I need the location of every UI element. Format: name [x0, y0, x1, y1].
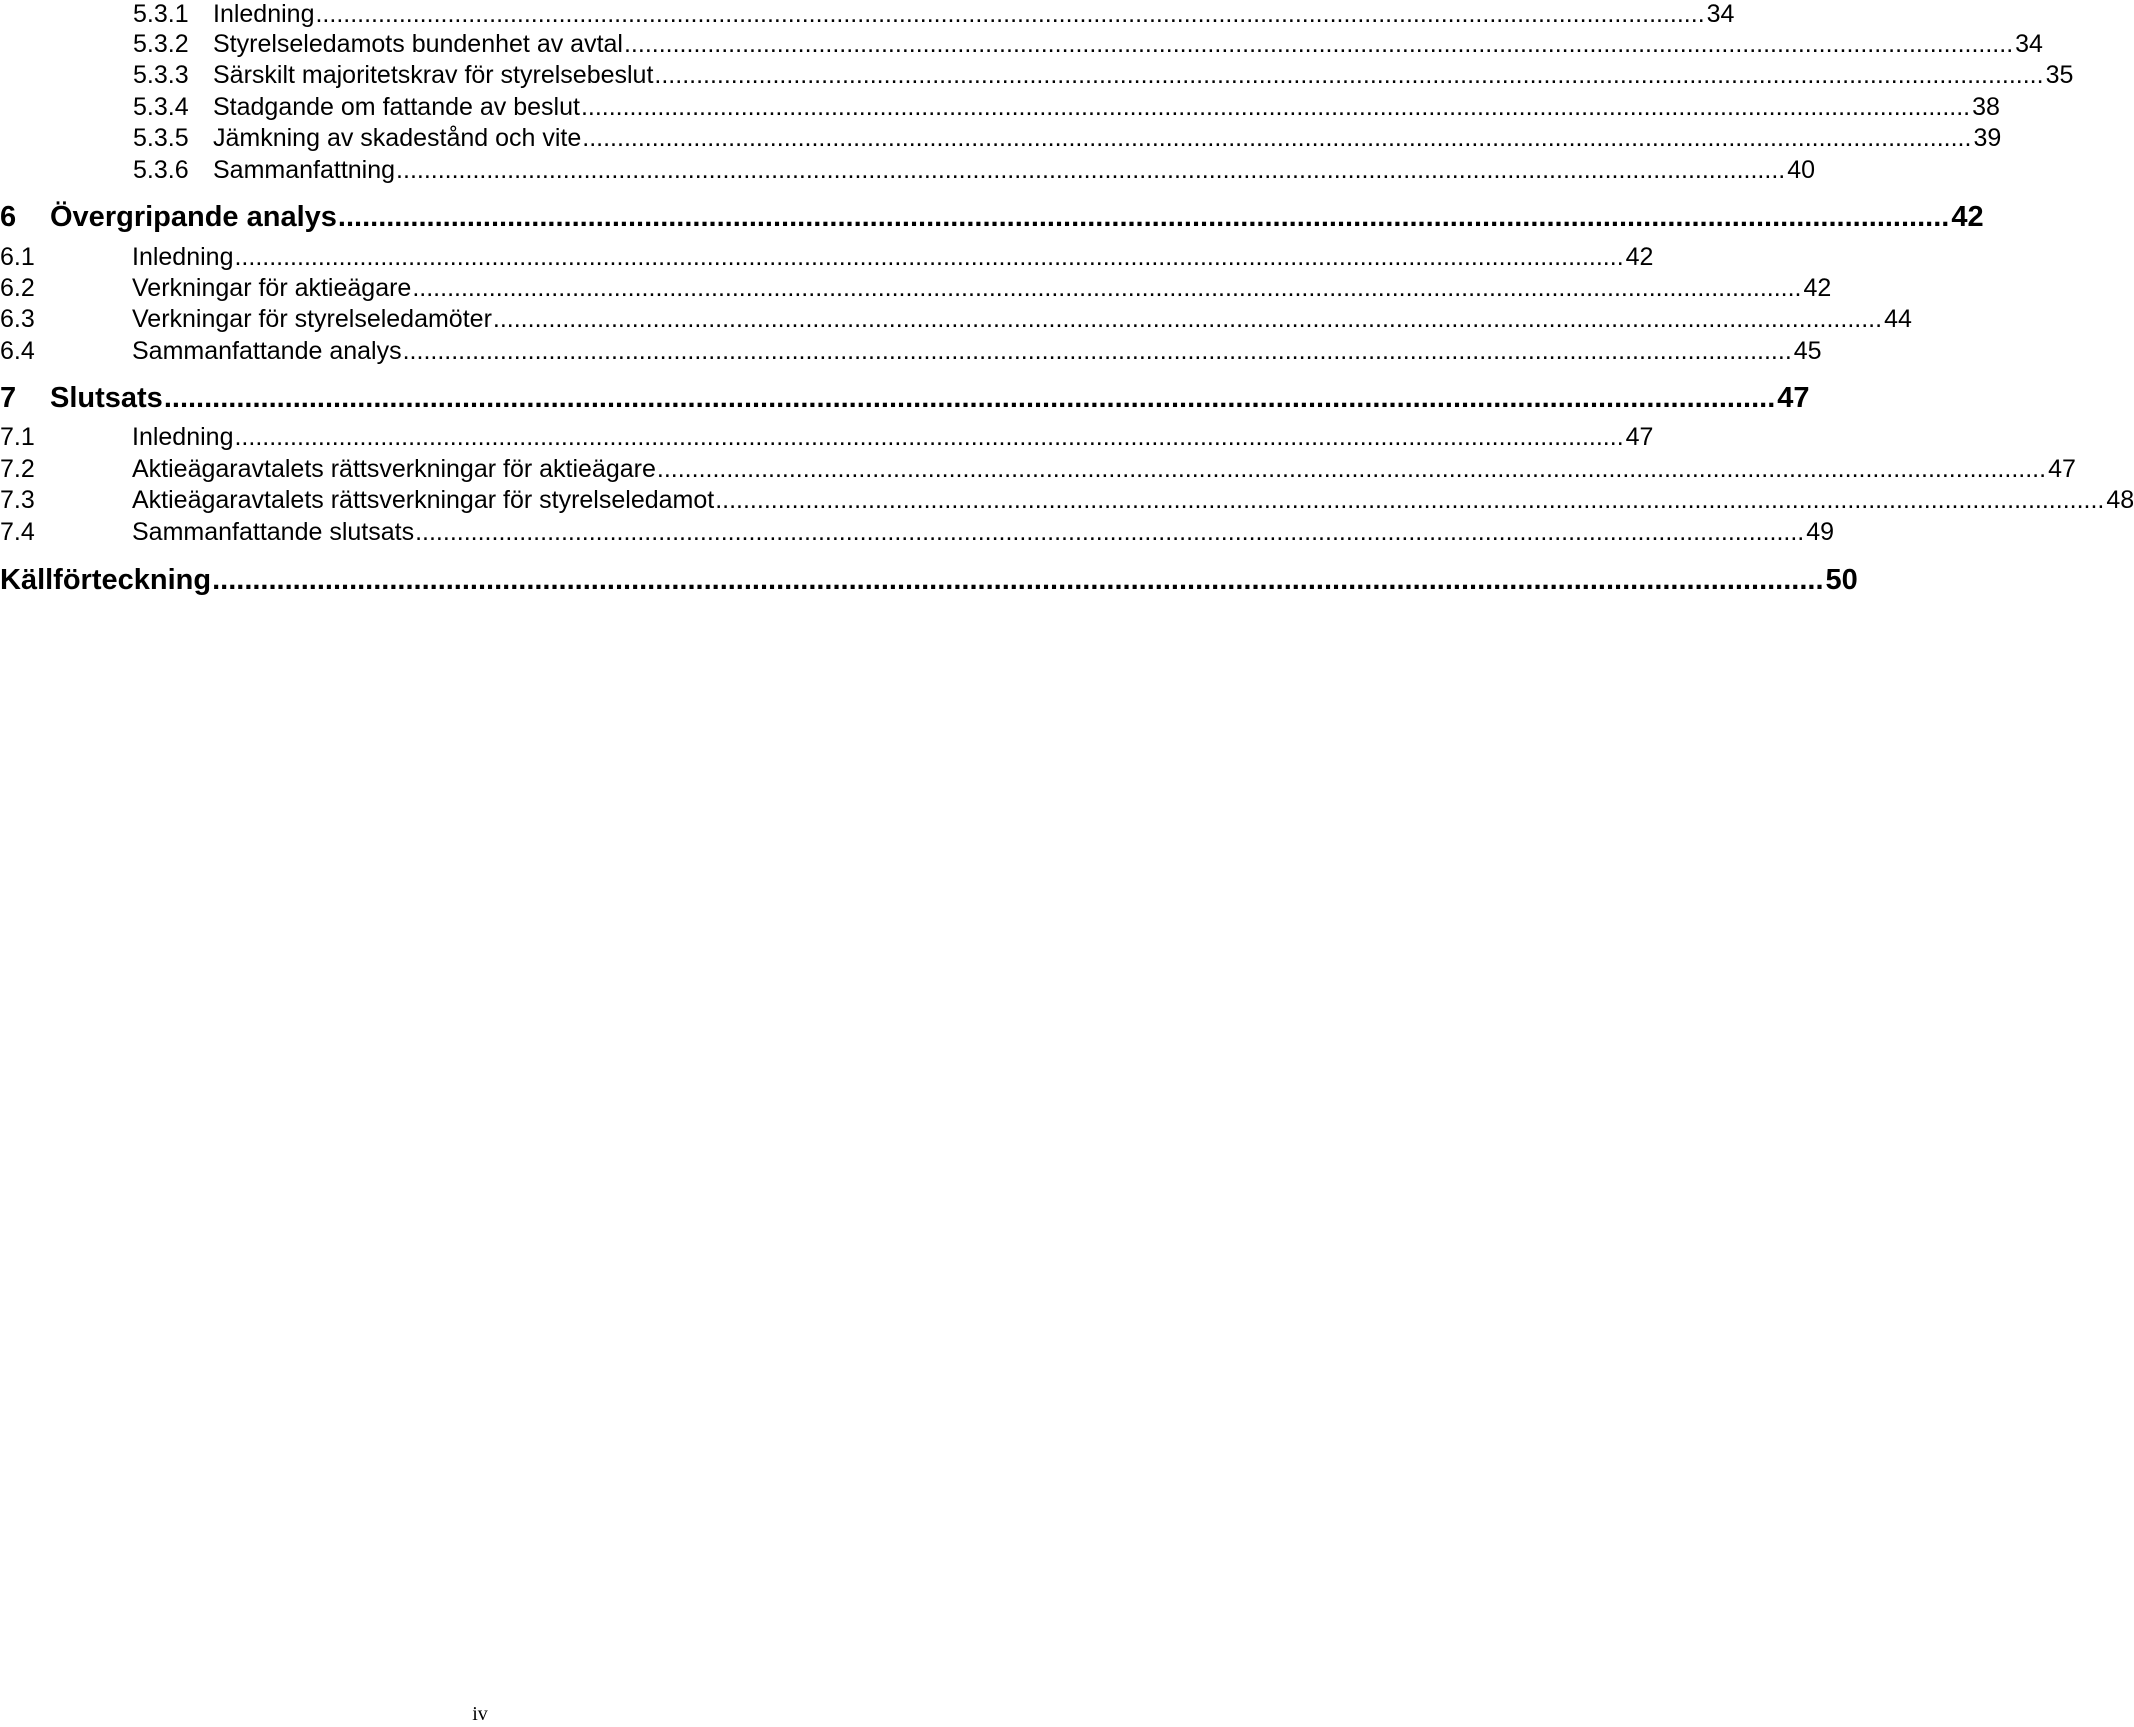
toc-leader-dots: ........................................................................................................................................................................................................	[234, 423, 1624, 451]
toc-entry-chapter-6[interactable]	[0, 201, 1984, 234]
toc-entry-page: 44	[1884, 305, 1912, 333]
toc-leader-dots: ........................................................................................................................................................................................................	[212, 564, 1824, 596]
toc-entry-6-1[interactable]	[0, 243, 1654, 272]
toc-entry-title: Slutsats	[50, 382, 163, 414]
toc-entry-number: 6.1	[0, 243, 35, 271]
toc-entry-page: 47	[1777, 382, 1810, 414]
toc-entry-number: 7.2	[0, 455, 35, 483]
toc-entry-page: 50	[1825, 564, 1858, 596]
toc-entry-6-3[interactable]	[0, 305, 1912, 334]
toc-entry-5-3-1[interactable]	[0, 0, 1735, 29]
toc-entry-number: 7.3	[0, 486, 35, 514]
toc-entry-page: 40	[1787, 156, 1816, 184]
toc-entry-number: 6	[0, 201, 17, 233]
toc-entry-page: 42	[1803, 274, 1832, 302]
toc-leader-dots: ........................................................................................................................................................................................................	[412, 274, 1802, 302]
toc-entry-6-4[interactable]	[0, 337, 1822, 366]
toc-leader-dots: ........................................................................................................................................................................................................	[315, 0, 1705, 28]
toc-entry-number: 7.4	[0, 518, 35, 546]
toc-entry-number: 7	[0, 382, 17, 414]
toc-entry-page: 35	[2045, 61, 2074, 89]
toc-leader-dots: ........................................................................................................................................................................................................	[163, 382, 1776, 414]
toc-entry-5-3-2[interactable]	[0, 30, 2043, 59]
toc-entry-5-3-4[interactable]	[0, 93, 2000, 122]
toc-entry-number: 6.4	[0, 337, 35, 365]
toc-entry-5-3-5[interactable]	[0, 124, 2002, 153]
toc-entry-page: 45	[1793, 337, 1822, 365]
toc-entry-number: 5.3.2	[133, 30, 189, 58]
toc-entry-page: 39	[1973, 124, 2002, 152]
toc-entry-title: Övergripande analys	[50, 201, 337, 233]
toc-leader-dots: ........................................................................................................................................................................................................	[623, 30, 2014, 58]
toc-entry-title: Jämkning av skadestånd och vite	[213, 124, 582, 152]
toc-leader-dots: ........................................................................................................................................................................................................	[415, 518, 1805, 546]
toc-entry-title: Inledning	[132, 423, 234, 451]
toc-entry-number: 5.3.1	[133, 0, 189, 28]
toc-entry-title: Verkningar för styrelseledamöter	[132, 305, 492, 333]
toc-entry-page: 47	[1625, 423, 1654, 451]
toc-entry-chapter-7[interactable]	[0, 382, 1810, 415]
toc-entry-number: 5.3.5	[133, 124, 189, 152]
toc-leader-dots: ........................................................................................................................................................................................................	[402, 337, 1792, 365]
toc-entry-title: Stadgande om fattande av beslut	[213, 93, 580, 121]
toc-entry-page: 47	[2048, 455, 2076, 483]
toc-entry-number: 7.1	[0, 423, 35, 451]
toc-entry-page: 49	[1806, 518, 1835, 546]
toc-entry-7-1[interactable]	[0, 423, 1654, 452]
toc-entry-page: 38	[1972, 93, 2000, 121]
toc-leader-dots: ........................................................................................................................................................................................................	[337, 201, 1950, 233]
toc-entry-title: Styrelseledamots bundenhet av avtal	[213, 30, 623, 58]
toc-entry-5-3-6[interactable]	[0, 156, 1816, 185]
toc-entry-references[interactable]	[0, 564, 1858, 597]
page-number: iv	[472, 1703, 488, 1725]
toc-entry-6-2[interactable]	[0, 274, 1832, 303]
toc-entry-7-2[interactable]	[0, 455, 2076, 484]
toc-entry-title: Sammanfattande analys	[132, 337, 402, 365]
toc-entry-title: Aktieägaravtalets rättsverkningar för styrelseledamot	[132, 486, 715, 514]
toc-entry-number: 5.3.6	[133, 156, 189, 184]
toc-leader-dots: ........................................................................................................................................................................................................	[492, 305, 1883, 333]
toc-entry-number: 5.3.3	[133, 61, 189, 89]
toc-entry-number: 5.3.4	[133, 93, 189, 121]
toc-entry-title: Särskilt majoritetskrav för styrelsebeslut	[213, 61, 654, 89]
toc-entry-title: Sammanfattning	[213, 156, 396, 184]
toc-leader-dots: ........................................................................................................................................................................................................	[582, 124, 1972, 152]
toc-entry-7-4[interactable]	[0, 518, 1835, 547]
toc-entry-page: 34	[1706, 0, 1735, 28]
toc-entry-title: Verkningar för aktieägare	[132, 274, 412, 302]
toc-entry-title: Inledning	[213, 0, 315, 28]
toc-entry-page: 48	[2106, 486, 2134, 514]
toc-entry-number: 6.3	[0, 305, 35, 333]
toc-entry-title: Källförteckning	[0, 564, 212, 596]
toc-leader-dots: ........................................................................................................................................................................................................	[396, 156, 1786, 184]
toc-entry-page: 42	[1951, 201, 1984, 233]
toc-entry-5-3-3[interactable]	[0, 61, 2074, 90]
toc-entry-page: 42	[1625, 243, 1654, 271]
toc-leader-dots: ........................................................................................................................................................................................................	[656, 455, 2047, 483]
toc-entry-title: Aktieägaravtalets rättsverkningar för aktieägare	[132, 455, 656, 483]
toc-leader-dots: ........................................................................................................................................................................................................	[580, 93, 1971, 121]
toc-entry-title: Sammanfattande slutsats	[132, 518, 415, 546]
toc-entry-title: Inledning	[132, 243, 234, 271]
toc-entry-page: 34	[2015, 30, 2043, 58]
toc-leader-dots: ........................................................................................................................................................................................................	[715, 486, 2105, 514]
toc-entry-7-3[interactable]	[0, 486, 2134, 515]
toc-entry-number: 6.2	[0, 274, 35, 302]
toc-leader-dots: ........................................................................................................................................................................................................	[654, 61, 2044, 89]
toc-leader-dots: ........................................................................................................................................................................................................	[234, 243, 1624, 271]
